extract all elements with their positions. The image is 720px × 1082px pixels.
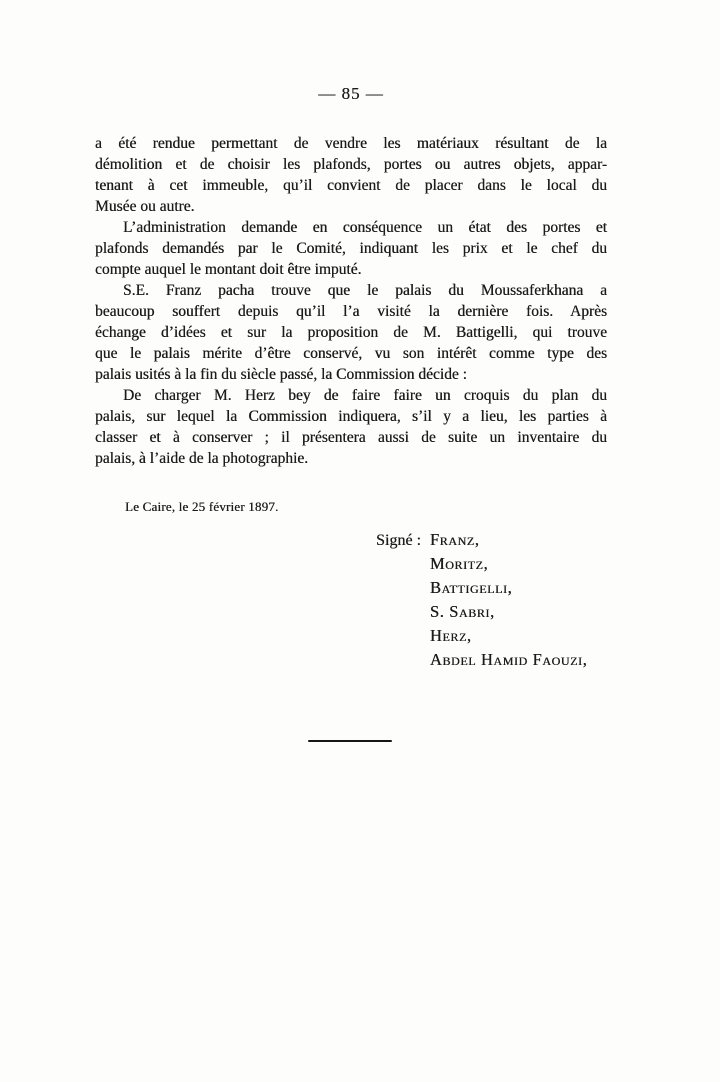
text-line: a été rendue permettant de vendre les matériaux résultant de la: [95, 135, 607, 152]
signature-name: Abdel Hamid Faouzi,: [429, 650, 588, 669]
text-line: beaucoup souffert depuis qu’il l’a visité la dernière fois. Après: [95, 303, 607, 320]
signature-name: S. Sabri,: [429, 602, 495, 621]
text-line: échange d’idées et sur la proposition de M. Battigelli, qui trouve: [95, 324, 607, 341]
text-line: Musée ou autre.: [95, 198, 195, 215]
page-number: — 85 —: [318, 84, 384, 103]
text-line: démolition et de choisir les plafonds, portes ou autres objets, appar-: [95, 156, 607, 173]
text-line: plafonds demandés par le Comité, indiquant les prix et le chef du: [95, 240, 607, 257]
text-line: classer et à conserver ; il présentera aussi de suite un inventaire du: [95, 429, 607, 446]
text-line: palais, à l’aide de la photographie.: [95, 450, 309, 467]
text-line: palais usités à la fin du siècle passé, la Commission décide :: [95, 366, 467, 383]
text-line: que le palais mérite d’être conservé, vu son intérêt comme type des: [95, 345, 607, 362]
text-block: [95, 133, 607, 469]
signature-block: [376, 528, 587, 672]
signature-names: [430, 528, 587, 672]
signature-name: Moritz,: [429, 554, 489, 573]
text-line: palais, sur lequel la Commission indiquera, s’il y a lieu, les parties à: [95, 408, 607, 425]
signature-name: Herz,: [429, 626, 472, 645]
dateline: Le Caire, le 25 février 1897.: [125, 499, 279, 514]
signature-name: Battigelli,: [429, 578, 513, 597]
text-line: tenant à cet immeuble, qu’il convient de placer dans le local du: [95, 177, 607, 194]
footer-rule: [308, 740, 392, 742]
signature-name: Franz,: [429, 530, 480, 549]
text-line: compte auquel le montant doit être imputé.: [95, 261, 362, 278]
signature-label: Signé :: [376, 532, 421, 549]
text-line: L’administration demande en conséquence un état des portes et: [123, 219, 607, 236]
text-line: De charger M. Herz bey de faire faire un croquis du plan du: [123, 387, 607, 404]
text-line: S.E. Franz pacha trouve que le palais du Moussaferkhana a: [123, 282, 607, 299]
